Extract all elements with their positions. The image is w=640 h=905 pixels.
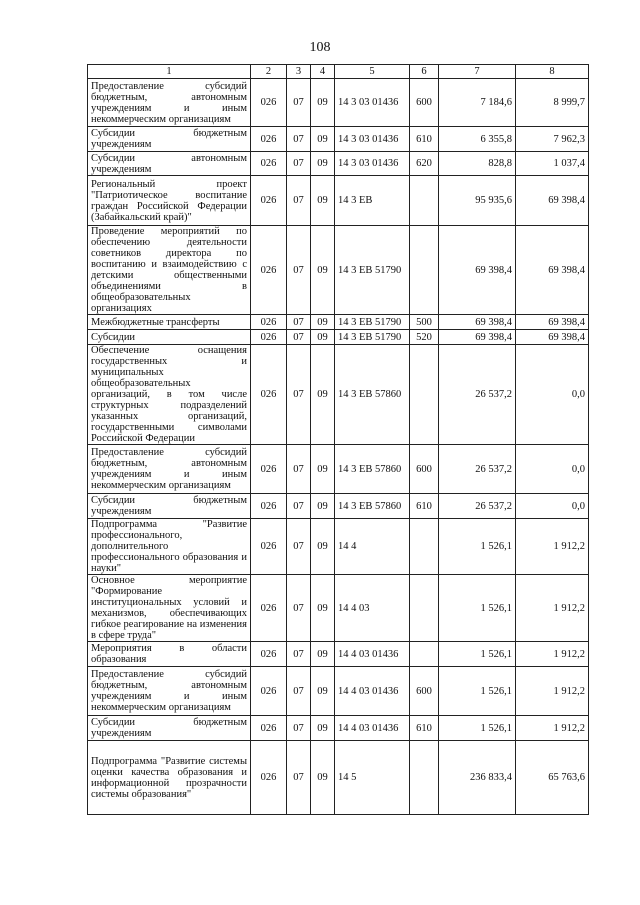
row-target-article: 14 3 03 01436 (335, 79, 410, 127)
row-expense-type: 600 (410, 79, 439, 127)
row-target-article: 14 5 (335, 741, 410, 815)
row-expense-type: 620 (410, 152, 439, 176)
row-amount-year2: 69 398,4 (516, 315, 589, 330)
row-amount-year1: 95 935,6 (439, 176, 516, 226)
row-amount-year2: 65 763,6 (516, 741, 589, 815)
row-amount-year2: 1 912,2 (516, 642, 589, 667)
row-section: 07 (287, 519, 311, 575)
row-ministry-code: 026 (251, 330, 287, 345)
row-target-article: 14 4 03 01436 (335, 642, 410, 667)
row-section: 07 (287, 79, 311, 127)
row-name: Основное мероприятие "Формирование институциональных условий и механизмов, обеспечивающих гибкое реагирование на изменения в сфере труда" (88, 575, 251, 642)
col-header-4: 4 (311, 65, 335, 79)
col-header-2: 2 (251, 65, 287, 79)
row-subsection: 09 (311, 127, 335, 152)
row-section: 07 (287, 445, 311, 494)
row-ministry-code: 026 (251, 519, 287, 575)
table-row (88, 345, 589, 445)
col-header-5: 5 (335, 65, 410, 79)
row-subsection: 09 (311, 575, 335, 642)
row-section: 07 (287, 494, 311, 519)
table-row (88, 330, 589, 345)
row-subsection: 09 (311, 494, 335, 519)
row-amount-year1: 1 526,1 (439, 519, 516, 575)
row-expense-type (410, 176, 439, 226)
row-expense-type (410, 642, 439, 667)
table-row (88, 642, 589, 667)
row-name: Предоставление субсидий бюджетным, автономным учреждениям и иным некоммерческим организациям (88, 445, 251, 494)
row-amount-year1: 236 833,4 (439, 741, 516, 815)
row-section: 07 (287, 127, 311, 152)
col-header-1: 1 (88, 65, 251, 79)
row-ministry-code: 026 (251, 445, 287, 494)
row-subsection: 09 (311, 315, 335, 330)
table-row (88, 667, 589, 716)
row-amount-year2: 1 037,4 (516, 152, 589, 176)
row-target-article: 14 4 (335, 519, 410, 575)
table-row (88, 176, 589, 226)
row-ministry-code: 026 (251, 741, 287, 815)
row-subsection: 09 (311, 741, 335, 815)
row-expense-type (410, 519, 439, 575)
row-name: Региональный проект "Патриотическое воспитание граждан Российской Федерации (Забайкальский край)" (88, 176, 251, 226)
row-section: 07 (287, 226, 311, 315)
row-target-article: 14 4 03 (335, 575, 410, 642)
row-target-article: 14 4 03 01436 (335, 716, 410, 741)
row-expense-type: 610 (410, 494, 439, 519)
row-ministry-code: 026 (251, 315, 287, 330)
row-amount-year2: 0,0 (516, 345, 589, 445)
row-amount-year1: 6 355,8 (439, 127, 516, 152)
table-row (88, 315, 589, 330)
budget-table (87, 64, 589, 815)
row-section: 07 (287, 315, 311, 330)
table-row (88, 494, 589, 519)
row-name: Подпрограмма "Развитие системы оценки качества образования и информационной прозрачности системы образования" (88, 741, 251, 815)
row-ministry-code: 026 (251, 79, 287, 127)
row-target-article: 14 3 EB 51790 (335, 226, 410, 315)
row-expense-type (410, 575, 439, 642)
row-amount-year2: 69 398,4 (516, 330, 589, 345)
row-expense-type: 610 (410, 127, 439, 152)
row-name: Межбюджетные трансферты (88, 315, 251, 330)
row-amount-year1: 69 398,4 (439, 330, 516, 345)
row-section: 07 (287, 667, 311, 716)
row-name: Обеспечение оснащения государственных и муниципальных общеобразовательных организаций, в том числе структурных подразделений указанных организаций, государственными символами Российской Федерации (88, 345, 251, 445)
row-ministry-code: 026 (251, 575, 287, 642)
header-row (88, 65, 589, 79)
row-amount-year1: 828,8 (439, 152, 516, 176)
col-header-8: 8 (516, 65, 589, 79)
row-expense-type (410, 226, 439, 315)
row-expense-type (410, 741, 439, 815)
row-target-article: 14 4 03 01436 (335, 667, 410, 716)
row-name: Субсидии автономным учреждениям (88, 152, 251, 176)
row-ministry-code: 026 (251, 494, 287, 519)
row-target-article: 14 3 EB (335, 176, 410, 226)
row-ministry-code: 026 (251, 226, 287, 315)
row-amount-year2: 1 912,2 (516, 575, 589, 642)
row-section: 07 (287, 575, 311, 642)
row-amount-year2: 8 999,7 (516, 79, 589, 127)
row-amount-year2: 0,0 (516, 445, 589, 494)
row-amount-year2: 69 398,4 (516, 176, 589, 226)
row-subsection: 09 (311, 330, 335, 345)
table-row (88, 575, 589, 642)
table-row (88, 226, 589, 315)
row-expense-type: 600 (410, 667, 439, 716)
row-expense-type: 520 (410, 330, 439, 345)
row-amount-year2: 69 398,4 (516, 226, 589, 315)
row-name: Проведение мероприятий по обеспечению деятельности советников директора по воспитанию и взаимодействию с детскими общественными объединениями в общеобразовательных организациях (88, 226, 251, 315)
row-name: Предоставление субсидий бюджетным, автономным учреждениям и иным некоммерческим организациям (88, 79, 251, 127)
row-subsection: 09 (311, 667, 335, 716)
row-expense-type: 500 (410, 315, 439, 330)
row-section: 07 (287, 176, 311, 226)
table-row (88, 152, 589, 176)
row-target-article: 14 3 03 01436 (335, 152, 410, 176)
row-amount-year1: 7 184,6 (439, 79, 516, 127)
row-section: 07 (287, 642, 311, 667)
row-amount-year2: 1 912,2 (516, 716, 589, 741)
row-name: Субсидии (88, 330, 251, 345)
row-ministry-code: 026 (251, 667, 287, 716)
table-row (88, 79, 589, 127)
row-subsection: 09 (311, 445, 335, 494)
row-target-article: 14 3 EB 57860 (335, 445, 410, 494)
row-ministry-code: 026 (251, 127, 287, 152)
row-subsection: 09 (311, 152, 335, 176)
table-row (88, 716, 589, 741)
row-section: 07 (287, 152, 311, 176)
row-amount-year1: 26 537,2 (439, 345, 516, 445)
row-name: Предоставление субсидий бюджетным, автономным учреждениям и иным некоммерческим организациям (88, 667, 251, 716)
row-target-article: 14 3 EB 57860 (335, 345, 410, 445)
row-amount-year1: 26 537,2 (439, 445, 516, 494)
row-amount-year1: 1 526,1 (439, 575, 516, 642)
row-name: Подпрограмма "Развитие профессионального, дополнительного профессионального образования и науки" (88, 519, 251, 575)
table-row (88, 519, 589, 575)
row-expense-type: 600 (410, 445, 439, 494)
row-ministry-code: 026 (251, 152, 287, 176)
row-amount-year1: 69 398,4 (439, 226, 516, 315)
row-subsection: 09 (311, 226, 335, 315)
row-name: Субсидии бюджетным учреждениям (88, 127, 251, 152)
row-target-article: 14 3 EB 57860 (335, 494, 410, 519)
row-amount-year1: 1 526,1 (439, 642, 516, 667)
row-amount-year2: 7 962,3 (516, 127, 589, 152)
col-header-7: 7 (439, 65, 516, 79)
col-header-3: 3 (287, 65, 311, 79)
row-subsection: 09 (311, 79, 335, 127)
row-amount-year1: 1 526,1 (439, 716, 516, 741)
row-ministry-code: 026 (251, 642, 287, 667)
page-number: 108 (309, 40, 331, 55)
row-subsection: 09 (311, 642, 335, 667)
row-section: 07 (287, 345, 311, 445)
table-row (88, 741, 589, 815)
row-section: 07 (287, 741, 311, 815)
row-subsection: 09 (311, 716, 335, 741)
row-section: 07 (287, 330, 311, 345)
row-section: 07 (287, 716, 311, 741)
row-subsection: 09 (311, 519, 335, 575)
row-amount-year2: 1 912,2 (516, 667, 589, 716)
row-expense-type (410, 345, 439, 445)
row-target-article: 14 3 EB 51790 (335, 330, 410, 345)
row-amount-year1: 26 537,2 (439, 494, 516, 519)
row-amount-year2: 0,0 (516, 494, 589, 519)
row-name: Субсидии бюджетным учреждениям (88, 494, 251, 519)
row-subsection: 09 (311, 345, 335, 445)
row-name: Субсидии бюджетным учреждениям (88, 716, 251, 741)
row-target-article: 14 3 EB 51790 (335, 315, 410, 330)
row-amount-year1: 69 398,4 (439, 315, 516, 330)
table-row (88, 127, 589, 152)
row-subsection: 09 (311, 176, 335, 226)
table-row (88, 445, 589, 494)
col-header-6: 6 (410, 65, 439, 79)
row-expense-type: 610 (410, 716, 439, 741)
row-name: Мероприятия в области образования (88, 642, 251, 667)
row-ministry-code: 026 (251, 345, 287, 445)
row-ministry-code: 026 (251, 716, 287, 741)
row-amount-year2: 1 912,2 (516, 519, 589, 575)
row-target-article: 14 3 03 01436 (335, 127, 410, 152)
row-ministry-code: 026 (251, 176, 287, 226)
row-amount-year1: 1 526,1 (439, 667, 516, 716)
